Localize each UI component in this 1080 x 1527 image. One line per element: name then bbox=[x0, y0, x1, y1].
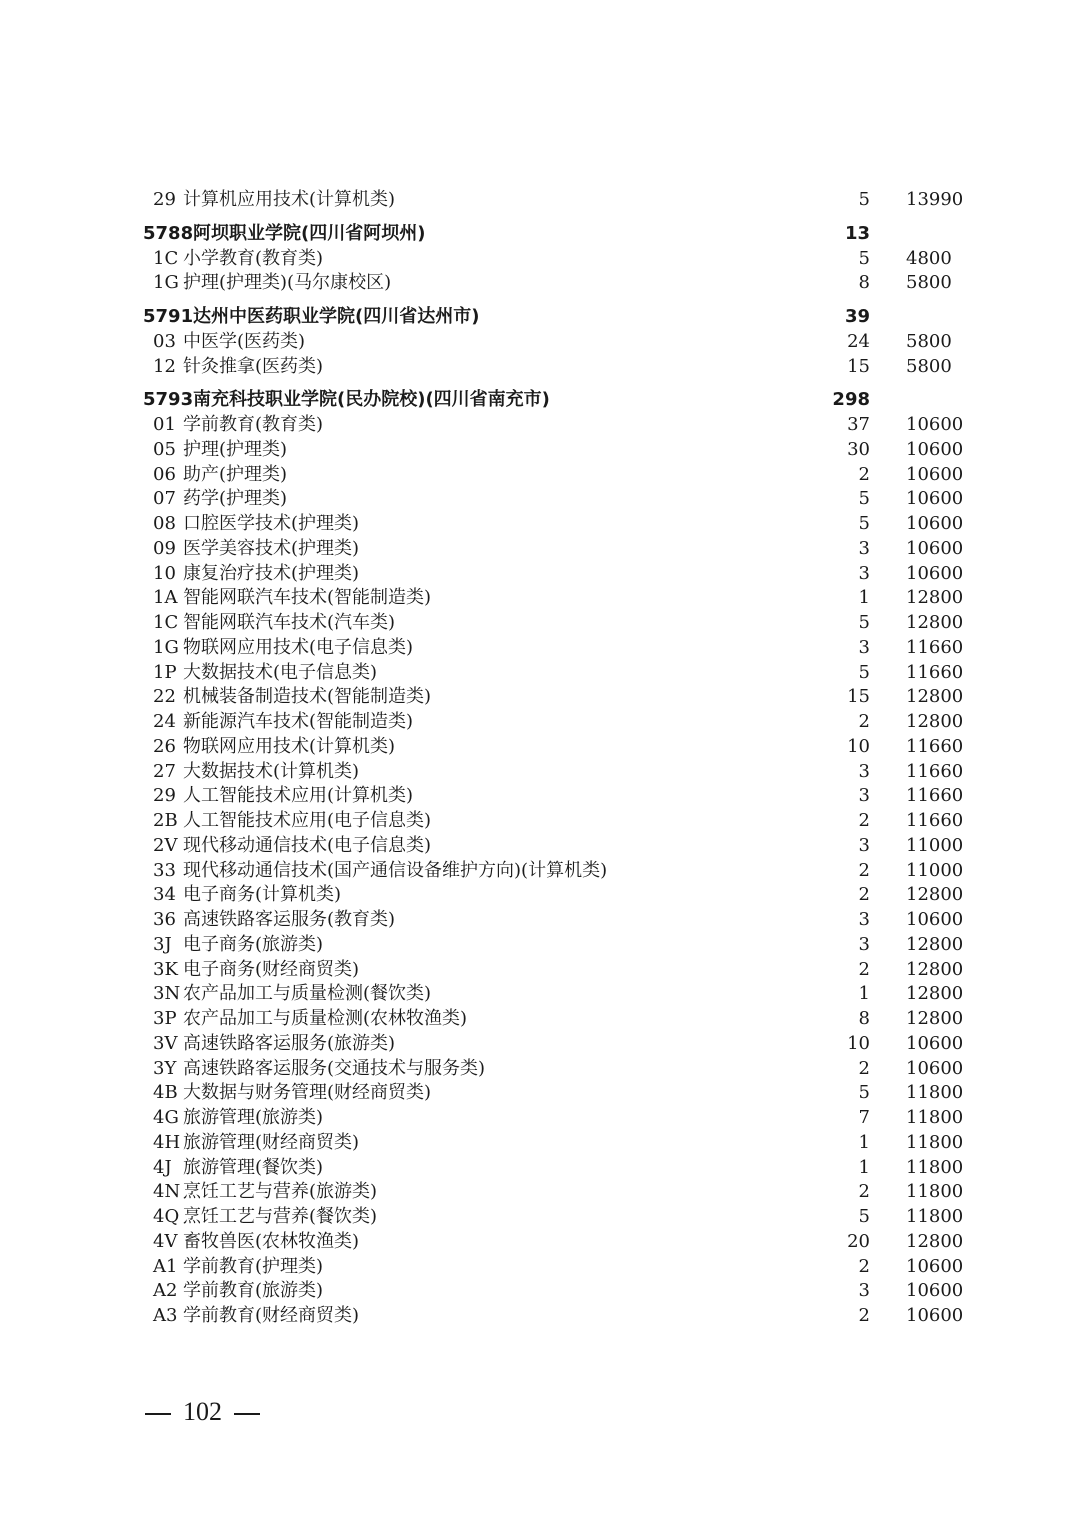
major-count: 1 bbox=[858, 587, 870, 609]
major-row bbox=[0, 1255, 1080, 1280]
major-row bbox=[0, 1057, 1080, 1082]
major-code: 05 bbox=[153, 438, 176, 460]
major-count: 3 bbox=[858, 537, 870, 559]
major-name: 小学教育(教育类) bbox=[183, 247, 324, 269]
major-count: 3 bbox=[858, 933, 870, 955]
major-code: 4V bbox=[153, 1230, 178, 1252]
major-name: 口腔医学技术(护理类) bbox=[183, 513, 360, 534]
major-fee: 11800 bbox=[906, 1107, 964, 1128]
major-name: 电子商务(财经商贸类) bbox=[183, 958, 360, 980]
major-name: 农产品加工与质量检测(餐饮类) bbox=[183, 983, 432, 1005]
major-fee: 10600 bbox=[906, 537, 964, 559]
enrollment-list bbox=[0, 188, 1080, 1329]
major-fee: 12800 bbox=[906, 587, 964, 609]
major-name: 旅游管理(餐饮类) bbox=[183, 1156, 324, 1178]
major-name: 护理(护理类) bbox=[183, 438, 288, 460]
major-fee: 12800 bbox=[906, 983, 964, 1005]
major-fee: 11800 bbox=[906, 1131, 964, 1153]
major-row bbox=[0, 330, 1080, 355]
major-code: 1C bbox=[153, 247, 179, 269]
school-name: 达州中医药职业学院(四川省达州市) bbox=[193, 306, 480, 327]
major-count: 3 bbox=[858, 1280, 870, 1302]
major-row bbox=[0, 1156, 1080, 1181]
major-row bbox=[0, 1032, 1080, 1057]
major-row bbox=[0, 760, 1080, 785]
major-code: 3P bbox=[153, 1008, 177, 1029]
major-count: 5 bbox=[858, 488, 870, 510]
major-fee: 11660 bbox=[906, 785, 964, 807]
major-count: 5 bbox=[858, 612, 870, 633]
major-count: 30 bbox=[847, 438, 870, 460]
major-name: 高速铁路客运服务(教育类) bbox=[183, 909, 396, 930]
major-fee: 10600 bbox=[906, 909, 964, 930]
major-row bbox=[0, 463, 1080, 488]
major-row bbox=[0, 413, 1080, 438]
major-name: 中医学(医药类) bbox=[183, 330, 306, 352]
school-code: 5788 bbox=[143, 222, 194, 244]
major-fee: 11800 bbox=[906, 1082, 964, 1104]
major-count: 5 bbox=[858, 1206, 870, 1227]
major-code: 3Y bbox=[153, 1057, 177, 1079]
major-name: 智能网联汽车技术(智能制造类) bbox=[183, 587, 432, 609]
major-code: A1 bbox=[153, 1255, 178, 1277]
major-count: 20 bbox=[847, 1230, 870, 1252]
major-code: 26 bbox=[153, 735, 176, 757]
major-code: 07 bbox=[153, 488, 176, 510]
major-name: 现代移动通信技术(电子信息类) bbox=[183, 834, 432, 856]
major-name: 康复治疗技术(护理类) bbox=[183, 562, 360, 584]
major-fee: 12800 bbox=[906, 711, 964, 732]
major-code: 4B bbox=[153, 1082, 178, 1104]
major-count: 10 bbox=[847, 735, 870, 757]
major-count: 15 bbox=[847, 686, 870, 708]
major-count: 7 bbox=[858, 1107, 870, 1128]
major-name: 高速铁路客运服务(旅游类) bbox=[183, 1032, 396, 1054]
major-count: 3 bbox=[858, 562, 870, 584]
major-count: 2 bbox=[858, 711, 870, 732]
major-count: 2 bbox=[858, 1255, 870, 1277]
major-fee: 12800 bbox=[906, 1008, 964, 1029]
major-code: 3V bbox=[153, 1032, 178, 1054]
major-name: 烹饪工艺与营养(旅游类) bbox=[183, 1181, 378, 1203]
major-fee: 10600 bbox=[906, 1305, 964, 1326]
major-code: A3 bbox=[153, 1305, 178, 1326]
major-fee: 10600 bbox=[906, 414, 964, 435]
major-code: 3N bbox=[153, 983, 181, 1005]
major-code: 36 bbox=[153, 909, 176, 930]
major-name: 人工智能技术应用(电子信息类) bbox=[183, 810, 432, 831]
major-count: 3 bbox=[858, 785, 870, 807]
major-count: 5 bbox=[858, 1082, 870, 1104]
major-row bbox=[0, 1081, 1080, 1106]
major-name: 学前教育(旅游类) bbox=[183, 1280, 324, 1302]
major-code: 24 bbox=[153, 711, 176, 732]
major-code: 4Q bbox=[153, 1206, 180, 1227]
major-count: 2 bbox=[858, 463, 870, 485]
major-row bbox=[0, 933, 1080, 958]
major-fee: 11800 bbox=[906, 1156, 964, 1178]
major-row bbox=[0, 685, 1080, 710]
major-code: 06 bbox=[153, 463, 176, 485]
major-count: 3 bbox=[858, 636, 870, 658]
major-code: 29 bbox=[153, 785, 176, 807]
major-fee: 10600 bbox=[906, 463, 964, 485]
major-fee: 11660 bbox=[906, 735, 964, 757]
major-name: 畜牧兽医(农林牧渔类) bbox=[183, 1230, 360, 1252]
major-count: 2 bbox=[858, 1305, 870, 1326]
major-code: 10 bbox=[153, 562, 176, 584]
major-code: 01 bbox=[153, 414, 176, 435]
major-code: 2B bbox=[153, 810, 178, 831]
major-code: 09 bbox=[153, 537, 176, 559]
major-row bbox=[0, 247, 1080, 272]
major-count: 3 bbox=[858, 760, 870, 782]
major-name: 智能网联汽车技术(汽车类) bbox=[183, 612, 396, 633]
major-fee: 10600 bbox=[906, 1280, 964, 1302]
major-code: 3J bbox=[153, 933, 172, 955]
major-row bbox=[0, 958, 1080, 983]
major-row bbox=[0, 859, 1080, 884]
major-name: 机械装备制造技术(智能制造类) bbox=[183, 686, 432, 708]
major-fee: 12800 bbox=[906, 612, 964, 633]
major-code: 1C bbox=[153, 612, 179, 633]
major-count: 10 bbox=[847, 1032, 870, 1054]
major-count: 2 bbox=[858, 859, 870, 881]
school-code: 5791 bbox=[143, 306, 194, 327]
major-row bbox=[0, 1106, 1080, 1131]
major-fee: 5800 bbox=[906, 272, 952, 294]
major-count: 5 bbox=[858, 247, 870, 269]
major-row bbox=[0, 611, 1080, 636]
footer-dash-left bbox=[145, 1413, 171, 1415]
major-row bbox=[0, 661, 1080, 686]
major-row bbox=[0, 908, 1080, 933]
major-name: 烹饪工艺与营养(餐饮类) bbox=[183, 1206, 378, 1227]
major-code: 3K bbox=[153, 958, 178, 980]
major-row bbox=[0, 1180, 1080, 1205]
major-row bbox=[0, 355, 1080, 380]
major-count: 2 bbox=[858, 1181, 870, 1203]
major-name: 针灸推拿(医药类) bbox=[183, 355, 324, 377]
major-row bbox=[0, 636, 1080, 661]
major-row bbox=[0, 1304, 1080, 1329]
major-fee: 10600 bbox=[906, 1255, 964, 1277]
major-code: 4J bbox=[153, 1156, 172, 1178]
major-name: 学前教育(教育类) bbox=[183, 414, 324, 435]
major-fee: 10600 bbox=[906, 1057, 964, 1079]
major-fee: 11660 bbox=[906, 661, 964, 683]
major-fee: 11660 bbox=[906, 760, 964, 782]
major-fee: 13990 bbox=[906, 189, 964, 210]
major-code: 2V bbox=[153, 834, 178, 856]
major-count: 5 bbox=[858, 661, 870, 683]
school-count: 298 bbox=[832, 389, 870, 411]
major-fee: 12800 bbox=[906, 1230, 964, 1252]
school-count: 13 bbox=[844, 222, 870, 244]
major-count: 1 bbox=[858, 1131, 870, 1153]
major-fee: 10600 bbox=[906, 1032, 964, 1054]
major-name: 物联网应用技术(计算机类) bbox=[183, 735, 396, 757]
major-row bbox=[0, 271, 1080, 296]
major-count: 1 bbox=[858, 983, 870, 1005]
major-count: 5 bbox=[858, 189, 870, 210]
major-count: 8 bbox=[858, 272, 870, 294]
major-row bbox=[0, 537, 1080, 562]
major-fee: 5800 bbox=[906, 355, 952, 377]
major-fee: 12800 bbox=[906, 958, 964, 980]
major-row bbox=[0, 586, 1080, 611]
major-fee: 10600 bbox=[906, 513, 964, 534]
major-name: 高速铁路客运服务(交通技术与服务类) bbox=[183, 1057, 486, 1079]
major-name: 学前教育(护理类) bbox=[183, 1255, 324, 1277]
major-code: 29 bbox=[153, 189, 176, 210]
major-code: 12 bbox=[153, 355, 176, 377]
major-row bbox=[0, 438, 1080, 463]
school-row bbox=[0, 388, 1080, 413]
footer-dash-right bbox=[234, 1413, 260, 1415]
major-row bbox=[0, 784, 1080, 809]
major-row bbox=[0, 487, 1080, 512]
major-count: 2 bbox=[858, 1057, 870, 1079]
major-name: 人工智能技术应用(计算机类) bbox=[183, 785, 414, 807]
major-name: 农产品加工与质量检测(农林牧渔类) bbox=[183, 1008, 468, 1029]
major-row bbox=[0, 1205, 1080, 1230]
major-row bbox=[0, 982, 1080, 1007]
school-row bbox=[0, 305, 1080, 330]
major-code: 4N bbox=[153, 1181, 181, 1203]
major-name: 旅游管理(旅游类) bbox=[183, 1107, 324, 1128]
major-fee: 11000 bbox=[906, 834, 964, 856]
school-name: 阿坝职业学院(四川省阿坝州) bbox=[193, 222, 426, 244]
major-code: 1G bbox=[153, 636, 179, 658]
major-name: 新能源汽车技术(智能制造类) bbox=[183, 711, 414, 732]
school-row bbox=[0, 222, 1080, 247]
major-code: 27 bbox=[153, 760, 176, 782]
school-count: 39 bbox=[844, 306, 870, 327]
school-code: 5793 bbox=[143, 389, 194, 411]
major-count: 5 bbox=[858, 513, 870, 534]
major-fee: 12800 bbox=[906, 933, 964, 955]
major-count: 2 bbox=[858, 810, 870, 831]
major-code: 33 bbox=[153, 859, 176, 881]
major-code: 08 bbox=[153, 513, 176, 534]
major-code: 1G bbox=[153, 272, 179, 294]
major-fee: 12800 bbox=[906, 686, 964, 708]
major-count: 3 bbox=[858, 834, 870, 856]
school-name: 南充科技职业学院(民办院校)(四川省南充市) bbox=[193, 389, 550, 411]
major-row bbox=[0, 512, 1080, 537]
major-count: 8 bbox=[858, 1008, 870, 1029]
major-fee: 11000 bbox=[906, 859, 964, 881]
major-count: 24 bbox=[847, 330, 870, 352]
major-name: 护理(护理类)(马尔康校区) bbox=[183, 272, 392, 294]
page-footer bbox=[145, 1396, 260, 1428]
major-code: 1P bbox=[153, 661, 177, 683]
major-code: A2 bbox=[153, 1280, 178, 1302]
major-row bbox=[0, 1131, 1080, 1156]
major-fee: 12800 bbox=[906, 884, 964, 906]
major-count: 37 bbox=[847, 414, 870, 435]
major-count: 3 bbox=[858, 909, 870, 930]
major-row bbox=[0, 735, 1080, 760]
major-fee: 11800 bbox=[906, 1181, 964, 1203]
major-fee: 11800 bbox=[906, 1206, 964, 1227]
major-name: 电子商务(旅游类) bbox=[183, 933, 324, 955]
major-fee: 10600 bbox=[906, 488, 964, 510]
page-number: 102 bbox=[183, 1397, 222, 1426]
major-name: 大数据技术(计算机类) bbox=[183, 760, 360, 782]
major-code: 03 bbox=[153, 330, 176, 352]
major-row bbox=[0, 1230, 1080, 1255]
major-code: 22 bbox=[153, 686, 176, 708]
major-count: 15 bbox=[847, 355, 870, 377]
major-fee: 11660 bbox=[906, 636, 964, 658]
major-row bbox=[0, 1007, 1080, 1032]
major-row bbox=[0, 1279, 1080, 1304]
major-code: 4G bbox=[153, 1107, 179, 1128]
major-row bbox=[0, 809, 1080, 834]
major-fee: 4800 bbox=[906, 247, 952, 269]
major-name: 物联网应用技术(电子信息类) bbox=[183, 636, 414, 658]
major-name: 医学美容技术(护理类) bbox=[183, 537, 360, 559]
major-count: 2 bbox=[858, 958, 870, 980]
major-name: 学前教育(财经商贸类) bbox=[183, 1305, 360, 1326]
major-count: 2 bbox=[858, 884, 870, 906]
major-row bbox=[0, 562, 1080, 587]
major-name: 计算机应用技术(计算机类) bbox=[183, 189, 396, 210]
major-name: 旅游管理(财经商贸类) bbox=[183, 1131, 360, 1153]
major-name: 药学(护理类) bbox=[183, 488, 288, 510]
major-fee: 11660 bbox=[906, 810, 964, 831]
major-count: 1 bbox=[858, 1156, 870, 1178]
major-fee: 10600 bbox=[906, 438, 964, 460]
major-fee: 10600 bbox=[906, 562, 964, 584]
major-name: 大数据与财务管理(财经商贸类) bbox=[183, 1082, 432, 1104]
major-name: 大数据技术(电子信息类) bbox=[183, 661, 378, 683]
major-code: 1A bbox=[153, 587, 178, 609]
major-code: 4H bbox=[153, 1131, 181, 1153]
major-name: 助产(护理类) bbox=[183, 463, 288, 485]
major-fee: 5800 bbox=[906, 330, 952, 352]
major-code: 34 bbox=[153, 884, 176, 906]
major-row bbox=[0, 710, 1080, 735]
major-name: 现代移动通信技术(国产通信设备维护方向)(计算机类) bbox=[183, 859, 608, 881]
major-row bbox=[0, 883, 1080, 908]
major-row bbox=[0, 834, 1080, 859]
major-row bbox=[0, 188, 1080, 213]
major-name: 电子商务(计算机类) bbox=[183, 884, 342, 906]
